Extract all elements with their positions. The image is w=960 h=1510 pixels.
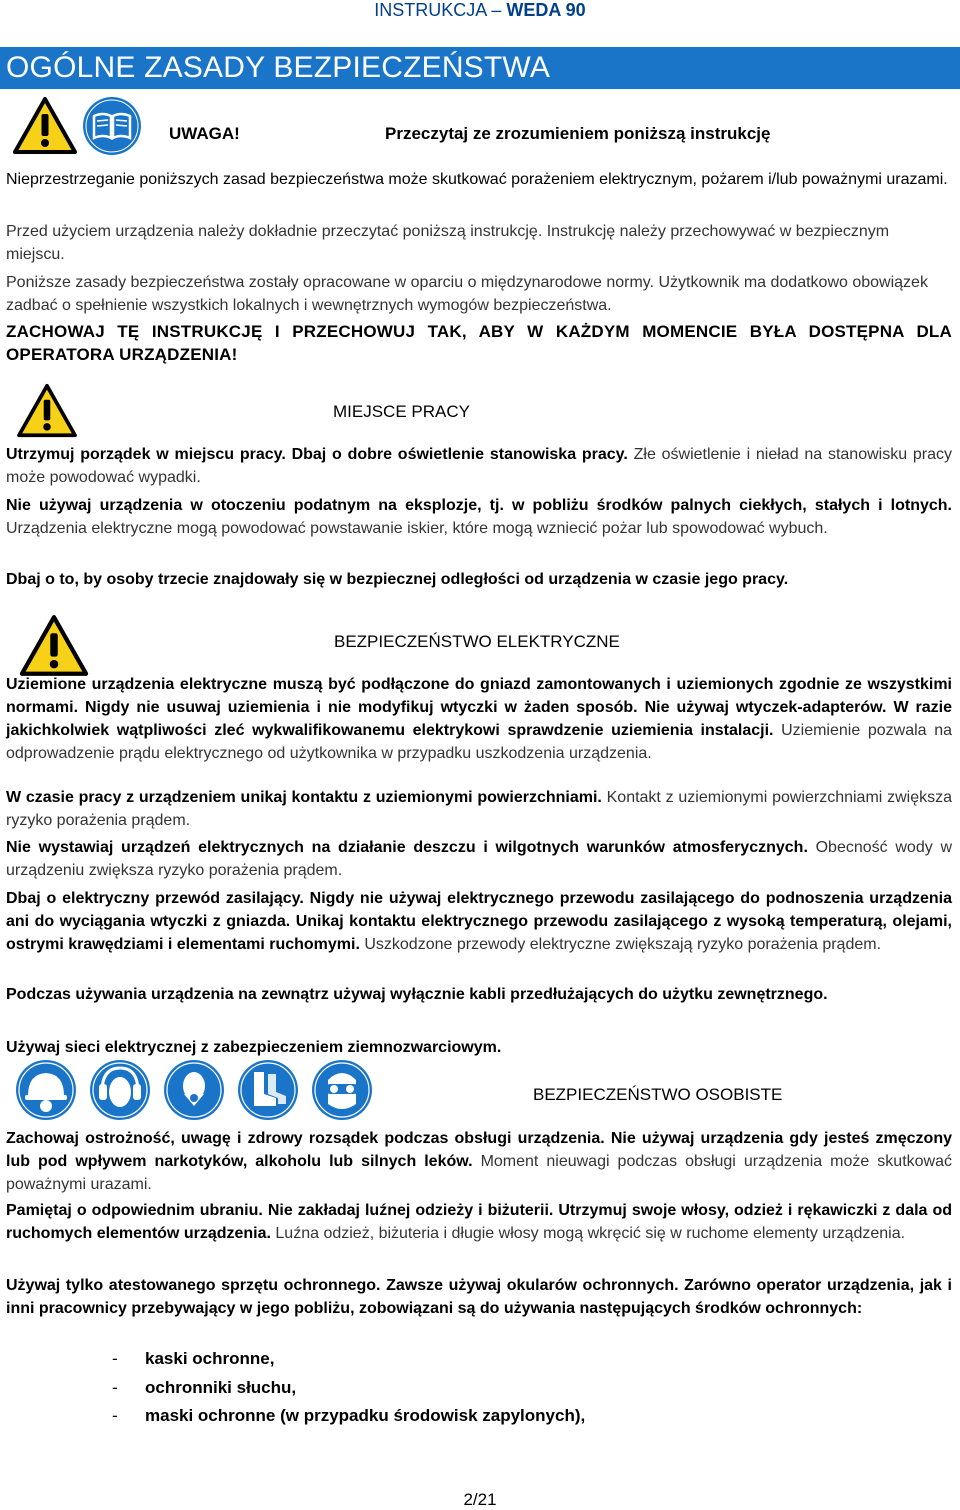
running-header xyxy=(0,0,960,20)
electrical-p2-rest: Kontakt z uziemionymi powierzchniami zwiększa ryzyko porażenia prądem. xyxy=(6,789,952,829)
electrical-p1-rest: Uziemienie pozwala na odprowadzenie prądu elektrycznego od użytkownika w przypadku uszkodzenia urządzenia. xyxy=(6,722,952,762)
workplace-paragraph-2 xyxy=(6,494,952,540)
electrical-paragraph-2 xyxy=(6,786,952,832)
personal-paragraph-1 xyxy=(6,1127,952,1196)
read-manual-icon xyxy=(82,96,142,156)
page-title: OGÓLNE ZASADY BEZPIECZEŃSTWA xyxy=(6,51,551,84)
electrical-p3-bold: Nie wystawiaj urządzeń elektrycznych na działanie deszczu i wilgotnych warunków atmosferycznych. xyxy=(6,839,808,856)
header-model: WEDA 90 xyxy=(506,0,586,20)
electrical-paragraph-4 xyxy=(6,887,952,956)
list-dash: - xyxy=(112,1378,118,1397)
list-dash: - xyxy=(112,1406,118,1425)
warning-triangle-icon xyxy=(12,96,78,156)
section-heading-electrical: BEZPIECZEŃSTWO ELEKTRYCZNE xyxy=(334,632,620,651)
electrical-paragraph-3 xyxy=(6,836,952,882)
read-instruction-label: Przeczytaj ze zrozumieniem poniższą instrukcję xyxy=(385,124,771,143)
workplace-paragraph-1 xyxy=(6,443,952,489)
workplace-p1-bold: Utrzymuj porządek w miejscu pracy. Dbaj o dobre oświetlenie stanowiska pracy. xyxy=(6,446,628,463)
electrical-paragraph-5: Podczas używania urządzenia na zewnątrz używaj wyłącznie kabli przedłużających do użytku zewnętrznego. xyxy=(6,986,828,1003)
page-number: 2/21 xyxy=(463,1490,497,1509)
personal-paragraph-3: Używaj tylko atestowanego sprzętu ochronnego. Zawsze używaj okularów ochronnych. Zarówno operator urządzenia, jak i inni pracownicy przebywający w jego pobliżu, zobowiązani są do używania następujących środków ochronnych: xyxy=(6,1277,952,1317)
list-item: kaski ochronne, xyxy=(145,1349,275,1368)
warning-triangle-icon xyxy=(18,614,90,678)
intro-paragraph-2: Przed użyciem urządzenia należy dokładnie przeczytać poniższą instrukcję. Instrukcję należy przechowywać w bezpiecznym miejscu. xyxy=(6,223,890,263)
safety-boots-icon xyxy=(238,1060,298,1120)
electrical-p4-bold: Dbaj o elektryczny przewód zasilający. Nigdy nie używaj elektrycznego przewodu zasilającego do podnoszenia urządzenia ani do wyciągania wtyczki z gniazda. Unikaj kontaktu elektrycznego przewodu zasilającego z wysoką temperaturą, olejami, ostrymi krawędziami i elementami ruchomymi. xyxy=(6,890,952,953)
goggles-icon xyxy=(312,1060,372,1120)
workplace-p2-bold: Nie używaj urządzenia w otoczeniu podatnym na eksplozje, tj. w pobliżu środków palnych ciekłych, stałych i lotnych. xyxy=(6,497,952,514)
electrical-p4-rest: Uszkodzone przewody elektryczne zwiększają ryzyko porażenia prądem. xyxy=(359,936,882,953)
intro-paragraph-3: Poniższe zasady bezpieczeństwa zostały opracowane w oparciu o międzynarodowe normy. Użytkownik ma dodatkowo obowiązek zadbać o spełnienie wszystkich lokalnych i wewnętrznych wymogów bezpieczeństwa. xyxy=(6,274,928,314)
section-heading-personal: BEZPIECZEŃSTWO OSOBISTE xyxy=(533,1085,783,1104)
helmet-icon xyxy=(16,1060,76,1120)
workplace-paragraph-3: Dbaj o to, by osoby trzecie znajdowały się w bezpiecznej odległości od urządzenia w czasie jego pracy. xyxy=(6,571,789,588)
personal-p1-bold: Zachowaj ostrożność, uwagę i zdrowy rozsądek podczas obsługi urządzenia. Nie używaj urządzenia gdy jesteś zmęczony lub pod wpływem narkotyków, alkoholu lub silnych leków. xyxy=(6,1130,952,1170)
warning-label: UWAGA! xyxy=(169,124,240,143)
list-item: maski ochronne (w przypadku środowisk zapylonych), xyxy=(145,1406,586,1425)
personal-paragraph-2 xyxy=(6,1199,952,1245)
intro-paragraph-1: Nieprzestrzeganie poniższych zasad bezpieczeństwa może skutkować porażeniem elektrycznym, pożarem i/lub poważnymi urazami. xyxy=(6,171,948,188)
ppe-icons-row xyxy=(14,1058,454,1122)
list-item: ochronniki słuchu, xyxy=(145,1378,297,1397)
electrical-p1-bold: Uziemione urządzenia elektryczne muszą być podłączone do gniazd zamontowanych i uziemionych zgodnie ze wszystkimi normami. Nigdy nie usuwaj uziemienia i nie modyfikuj wtyczki w żaden sposób. Nie używaj wtyczek-adapterów. W razie jakichkolwiek wątpliwości zleć wykwalifikowanemu elektrykowi sprawdzenie uziemienia instalacji. xyxy=(6,676,952,739)
electrical-paragraph-1 xyxy=(6,673,952,765)
personal-p1-rest: Moment nieuwagi podczas obsługi urządzenia może skutkować poważnymi urazami. xyxy=(6,1153,952,1193)
warning-triangle-icon xyxy=(16,383,78,439)
workplace-p1-rest: Złe oświetlenie i nieład na stanowisku pracy może powodować wypadki. xyxy=(6,446,953,486)
electrical-p2-bold: W czasie pracy z urządzeniem unikaj kontaktu z uziemionymi powierzchniami. xyxy=(6,789,602,806)
electrical-paragraph-6: Używaj sieci elektrycznej z zabezpieczeniem ziemnozwarciowym. xyxy=(6,1039,502,1056)
section-banner xyxy=(0,47,960,89)
ear-protection-icon xyxy=(90,1060,150,1120)
intro-paragraph-keep: ZACHOWAJ TĘ INSTRUKCJĘ I PRZECHOWUJ TAK, ABY W KAŻDYM MOMENCIE BYŁA DOSTĘPNA DLA OPERATORA URZĄDZENIA! xyxy=(6,322,952,364)
workplace-p2-rest: Urządzenia elektryczne mogą powodować powstawanie iskier, które mogą wzniecić pożar lub spowodować wybuch. xyxy=(6,520,828,537)
list-dash: - xyxy=(112,1349,118,1368)
header-prefix: INSTRUKCJA – xyxy=(374,0,507,20)
personal-p2-bold: Pamiętaj o odpowiednim ubraniu. Nie zakładaj luźnej odzieży i biżuterii. Utrzymuj swoje włosy, odzież i rękawiczki z dala od ruchomych elementów urządzenia. xyxy=(6,1202,952,1242)
electrical-p3-rest: Obecność wody w urządzeniu zwiększa ryzyko porażenia prądem. xyxy=(6,839,953,879)
personal-p2-rest: Luźna odzież, biżuteria i długie włosy mogą wkręcić się w ruchome elementy urządzenia. xyxy=(270,1225,906,1242)
section-heading-workplace: MIEJSCE PRACY xyxy=(333,402,470,421)
mask-icon xyxy=(164,1060,224,1120)
